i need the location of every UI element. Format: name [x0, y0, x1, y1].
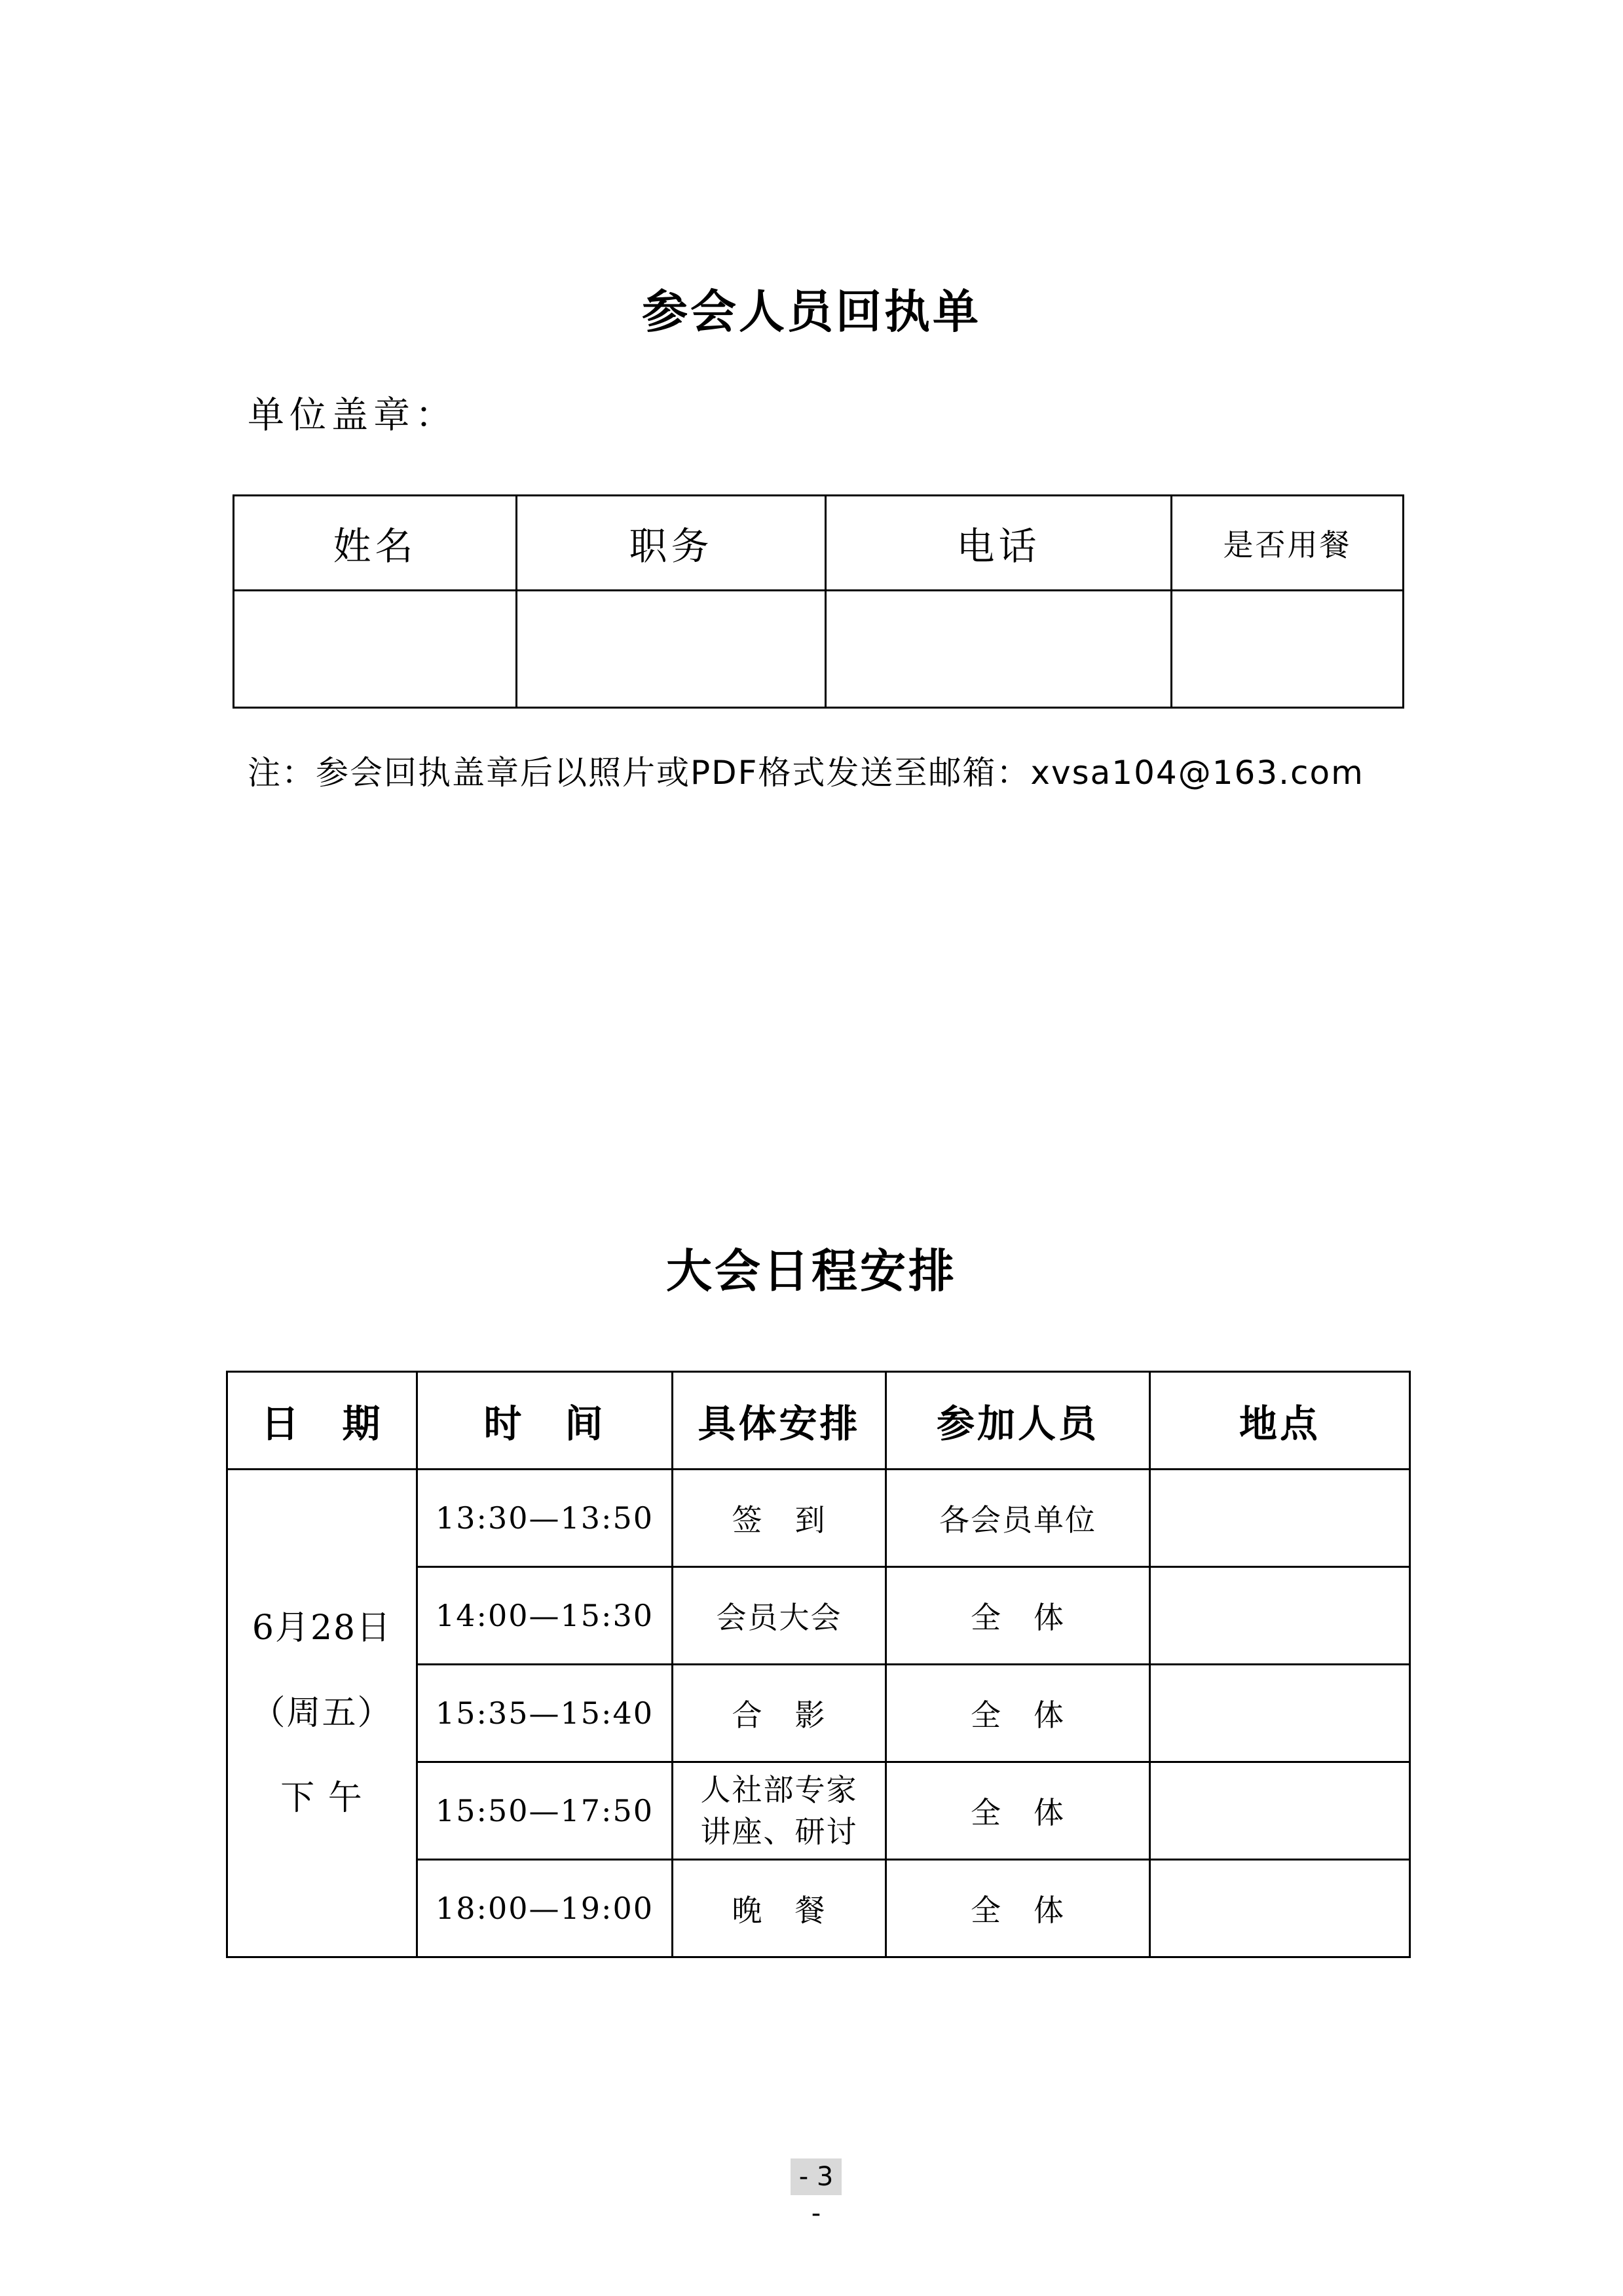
place-cell: [1150, 1665, 1410, 1762]
stamp-label: 单位盖章：: [248, 394, 457, 437]
item-line-1: 人社部专家: [700, 1772, 858, 1807]
time-cell: 15:35—15:40: [417, 1665, 673, 1762]
time-cell: 14:00—15:30: [417, 1567, 673, 1665]
people-cell: 全 体: [886, 1860, 1150, 1957]
header-name: 姓名: [234, 496, 517, 591]
place-cell: [1150, 1762, 1410, 1860]
header-date: 日 期: [227, 1372, 417, 1470]
item-line-2: 讲座、研讨: [700, 1814, 858, 1849]
date-weekday: （周五）: [251, 1694, 393, 1733]
blank-cell: [826, 591, 1172, 708]
date-cell: [227, 1470, 417, 1957]
blank-cell: [234, 591, 517, 708]
header-arrangement: 具体安排: [673, 1372, 886, 1470]
receipt-blank-row: [234, 591, 1404, 708]
people-cell: 各会员单位: [886, 1470, 1150, 1567]
date-day: 6月28日: [252, 1608, 392, 1648]
submission-note: 注：参会回执盖章后以照片或PDF格式发送至邮箱：xvsa104@163.com: [248, 754, 1364, 792]
blank-cell: [517, 591, 826, 708]
people-cell: 全 体: [886, 1762, 1150, 1860]
item-cell: 合 影: [673, 1665, 886, 1762]
header-phone: 电话: [826, 496, 1172, 591]
people-cell: 全 体: [886, 1567, 1150, 1665]
page-number: - 3 -: [791, 2158, 842, 2195]
schedule-title: 大会日程安排: [666, 1244, 957, 1298]
receipt-table: [233, 494, 1404, 709]
schedule-table: [226, 1371, 1411, 1958]
table-row: [227, 1470, 1410, 1567]
place-cell: [1150, 1567, 1410, 1665]
place-cell: [1150, 1860, 1410, 1957]
time-cell: 18:00—19:00: [417, 1860, 673, 1957]
blank-cell: [1172, 591, 1404, 708]
time-cell: 13:30—13:50: [417, 1470, 673, 1567]
time-cell: 15:50—17:50: [417, 1762, 673, 1860]
date-period: 下 午: [280, 1779, 364, 1818]
item-cell: [673, 1762, 886, 1860]
header-attendees: 参加人员: [886, 1372, 1150, 1470]
item-cell: 签 到: [673, 1470, 886, 1567]
schedule-header-row: [227, 1372, 1410, 1470]
receipt-header-row: [234, 496, 1404, 591]
header-position: 职务: [517, 496, 826, 591]
header-meal: 是否用餐: [1172, 496, 1404, 591]
header-time: 时 间: [417, 1372, 673, 1470]
people-cell: 全 体: [886, 1665, 1150, 1762]
item-cell: 晚 餐: [673, 1860, 886, 1957]
header-location: 地点: [1150, 1372, 1410, 1470]
receipt-title: 参会人员回执单: [642, 285, 981, 339]
item-cell: 会员大会: [673, 1567, 886, 1665]
place-cell: [1150, 1470, 1410, 1567]
